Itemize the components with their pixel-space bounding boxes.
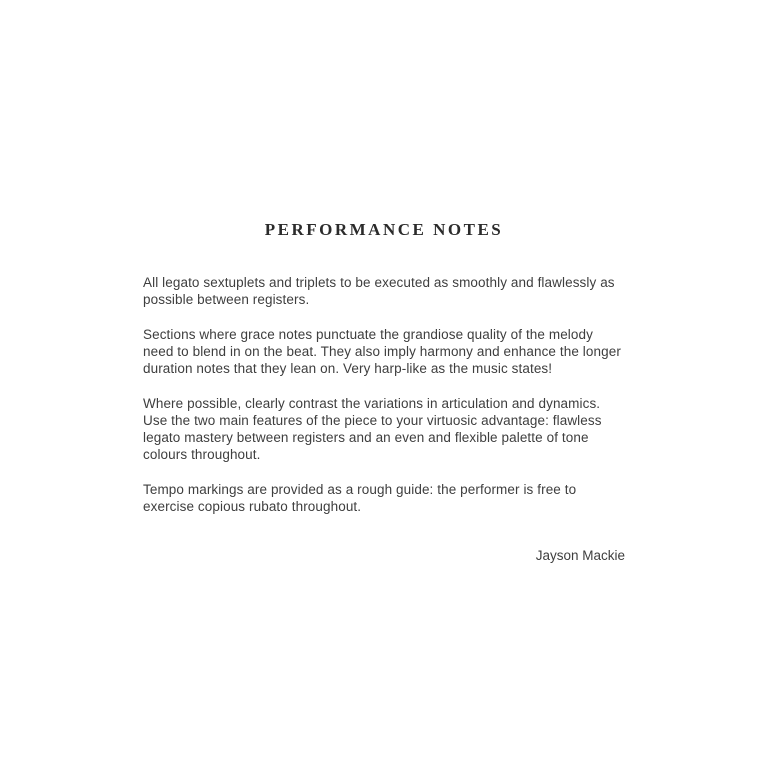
page-title: PERFORMANCE NOTES bbox=[264, 220, 504, 239]
paragraph-grace-notes: Sections where grace notes punctuate the grandiose quality of the melody need to blend in on the beat. They also imply harmony and enhance the longer duration notes that they lean on. Very harp-like as the music states! bbox=[143, 327, 621, 376]
author-signature: Jayson Mackie bbox=[535, 548, 625, 563]
paragraph-tempo-markings: Tempo markings are provided as a rough guide: the performer is free to exercise copious rubato throughout. bbox=[143, 482, 577, 514]
paragraph-articulation-dynamics: Where possible, clearly contrast the variations in articulation and dynamics. Use the two main features of the piece to your virtuosic advantage: flawless legato mastery between registers and an even and flexible palette of tone colours throughout. bbox=[143, 396, 602, 462]
paragraph-legato-sextuplets: All legato sextuplets and triplets to be executed as smoothly and flawlessly as possible between registers. bbox=[143, 275, 615, 307]
performance-notes-body bbox=[143, 274, 625, 564]
